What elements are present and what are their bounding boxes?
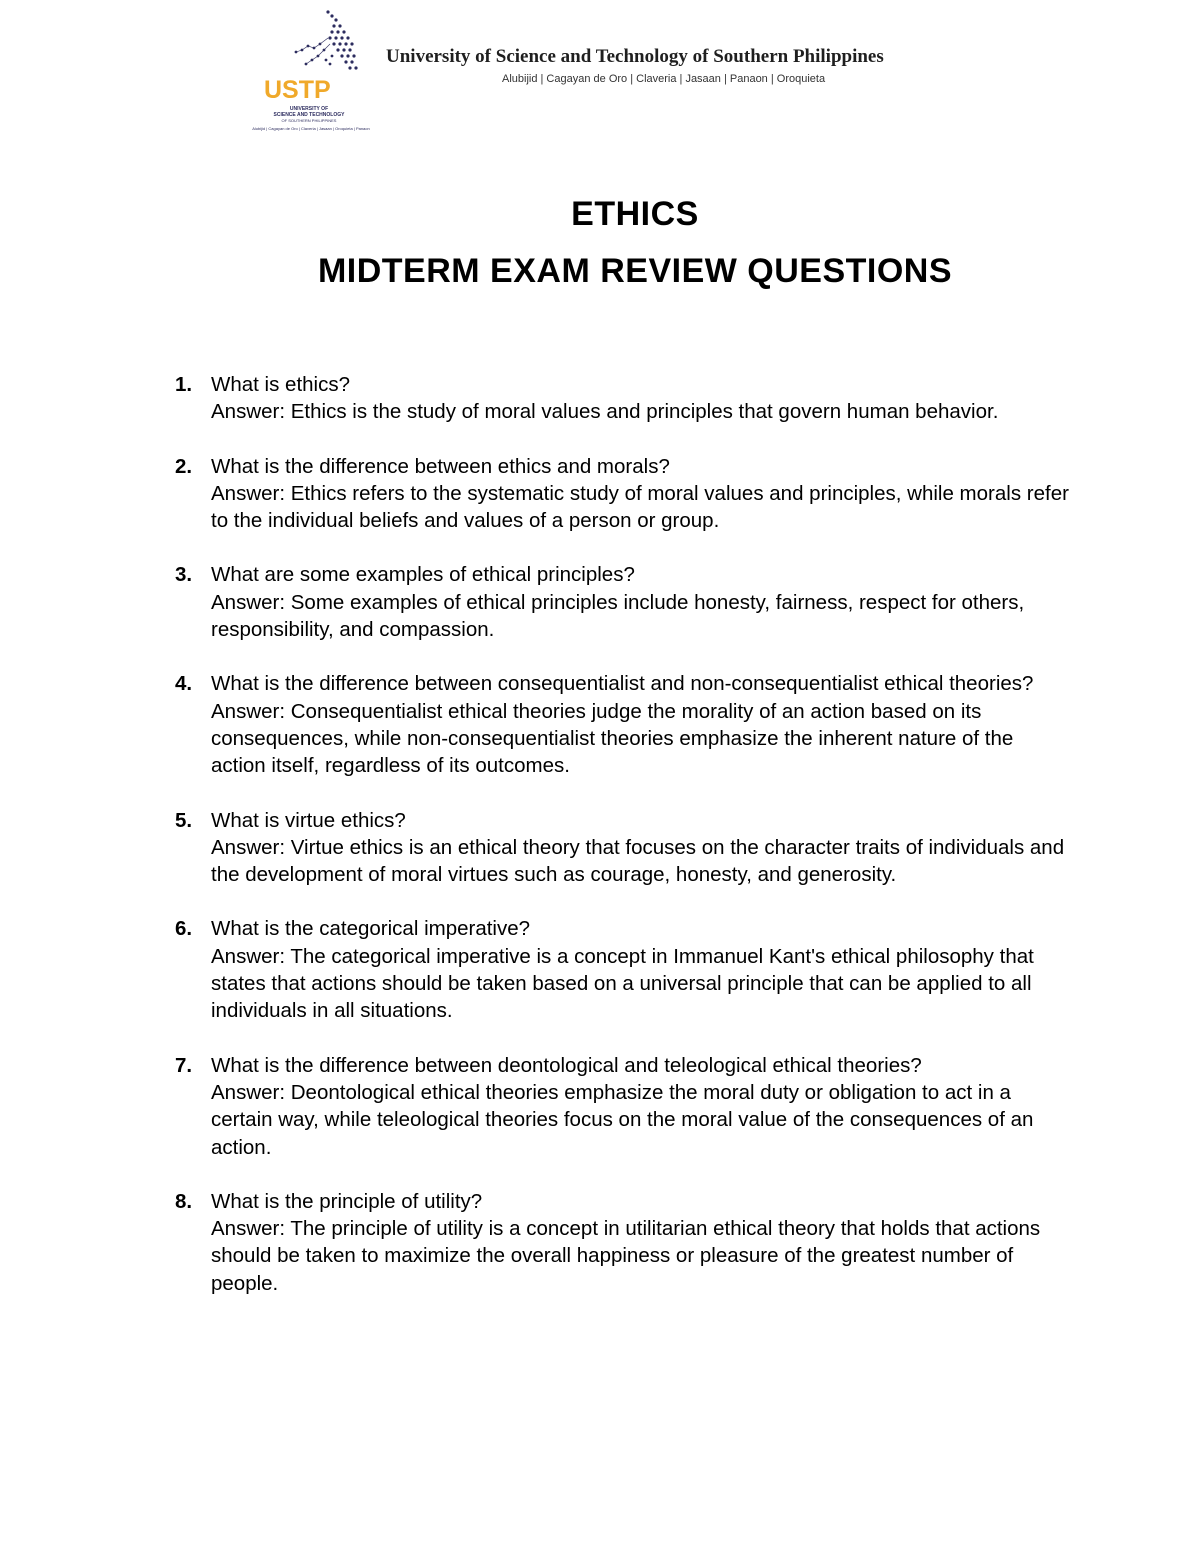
question-item [170,807,1070,889]
logo-sub-line-2: SCIENCE AND TECHNOLOGY [273,112,345,118]
ustp-logo [246,6,376,136]
page-header [246,6,986,136]
question-item [170,561,1070,643]
question-item [170,670,1070,779]
question-text: What is the categorical imperative? [211,917,531,941]
answer-text: Answer: Deontological ethical theories emphasize the moral duty or obligation to act in a certain way, while teleological theories focus on the moral value of the consequences of an action. [211,1080,1034,1159]
answer-text: Answer: Some examples of ethical principles include honesty, fairness, respect for others, responsibility, and compassion. [211,590,1025,642]
question-number: 5. [175,808,193,832]
question-number: 3. [175,563,193,587]
logo-wordmark: USTP [264,76,331,104]
question-item [170,371,1070,426]
question-item [170,1052,1070,1161]
answer-text: Answer: The principle of utility is a concept in utilitarian ethical theory that holds that actions should be taken to maximize the overall happiness or pleasure of the greatest number of people. [211,1217,1041,1295]
logo-sub-line-1: UNIVERSITY OF [289,106,329,112]
logo-constellation-icon [246,6,376,86]
question-list [170,371,1070,1324]
answer-text: Answer: Virtue ethics is an ethical theory that focuses on the character traits of individuals and the development of moral virtues such as courage, honesty, and generosity. [211,835,1065,887]
question-number: 7. [175,1053,193,1077]
question-text: What is the difference between deontological and teleological ethical theories? [211,1053,922,1077]
question-text: What is the difference between ethics and morals? [211,454,670,478]
university-campuses: Alubijid | Cagayan de Oro | Claveria | Jasaan | Panaon | Oroquieta [502,73,826,85]
university-name: University of Science and Technology of Southern Philippines [386,46,884,67]
question-number: 1. [175,373,193,396]
answer-text: Answer: Ethics is the study of moral values and principles that govern human behavior. [211,400,999,424]
question-number: 2. [175,454,193,478]
question-text: What is ethics? [211,373,350,396]
answer-text: Answer: Consequentialist ethical theories judge the morality of an action based on its consequences, while non-consequentialist theories emphasize the inherent nature of the action itself, regardless of its outcomes. [211,699,1014,778]
document-title: ETHICS [571,195,699,233]
question-number: 8. [175,1189,193,1213]
logo-sub-line-3: OF SOUTHERN PHILIPPINES [281,118,337,123]
question-number: 4. [175,672,193,696]
answer-text: Answer: Ethics refers to the systematic study of moral values and principles, while morals refer to the individual beliefs and values of a person or group. [211,481,1069,533]
logo-campuses: Alubijid | Cagayan de Oro | Claveria | Jasaan | Oroquieta | Panaon [252,126,370,131]
question-item [170,915,1070,1024]
question-text: What is virtue ethics? [211,808,406,832]
question-text: What is the principle of utility? [211,1189,483,1213]
question-number: 6. [175,917,193,941]
question-text: What are some examples of ethical principles? [211,563,635,587]
question-text: What is the difference between consequentialist and non-consequentialist ethical theories? [211,672,1034,696]
answer-text: Answer: The categorical imperative is a concept in Immanuel Kant's ethical philosophy that states that actions should be taken based on a universal principle that can be applied to all individuals in all situations. [211,944,1034,1023]
document-subtitle: MIDTERM EXAM REVIEW QUESTIONS [317,252,953,290]
question-item [170,453,1070,535]
question-item [170,1188,1070,1297]
